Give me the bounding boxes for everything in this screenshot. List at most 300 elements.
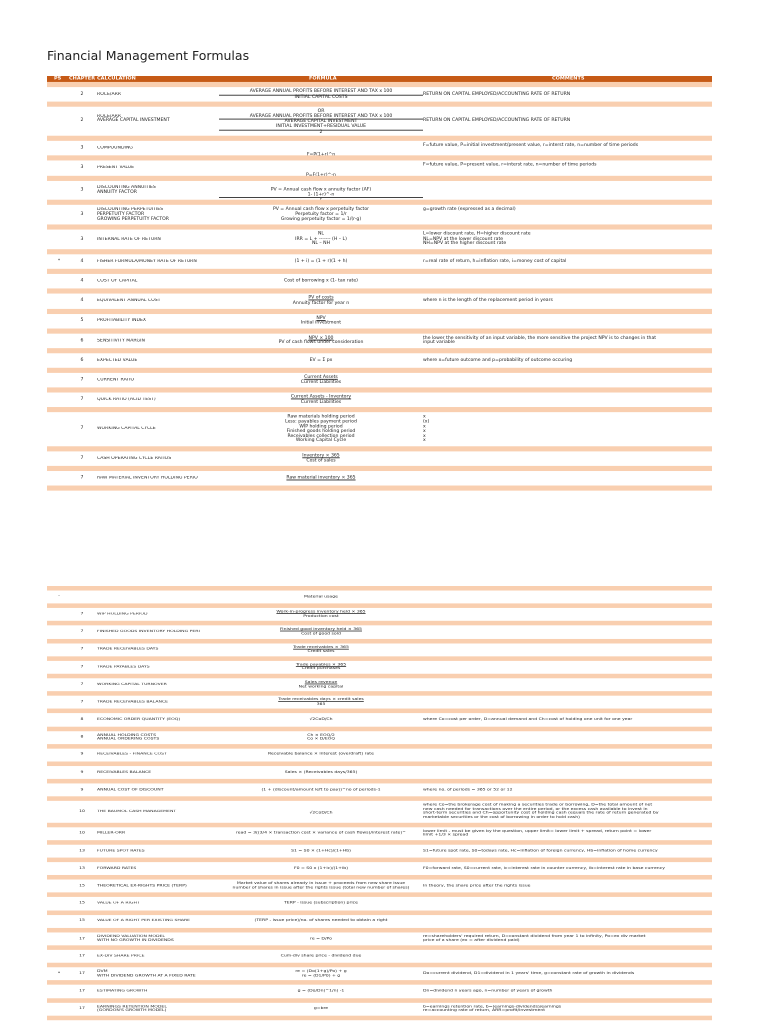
comments-line: where x=future outcome and p=probability of outcome occuring bbox=[423, 358, 573, 363]
comments-line: where Co=the brokerage cost of making a securities trade or borrowing, D=the total amount of net bbox=[423, 803, 653, 808]
comments-line: F=future value, P=initial investment/present value, r=interst rate, n=number of time periods bbox=[423, 143, 639, 148]
formula-row bbox=[47, 713, 712, 726]
chapter-number: 3 bbox=[80, 165, 84, 170]
formula-row bbox=[47, 87, 712, 102]
formula bbox=[219, 698, 423, 706]
calculation-name bbox=[97, 630, 229, 634]
calculation-name-line: FORWARD RATES bbox=[97, 866, 137, 871]
formula bbox=[219, 681, 423, 689]
formula-row bbox=[47, 254, 712, 269]
formula-line: (1 + (discount/amount left to pay))^no of periods-1 bbox=[261, 787, 381, 792]
calculation-name bbox=[97, 319, 229, 324]
formula bbox=[219, 788, 423, 792]
ps-marker: ' bbox=[58, 594, 60, 599]
comments bbox=[423, 259, 712, 264]
formula bbox=[219, 733, 423, 741]
formula-row bbox=[47, 413, 712, 447]
formula-line: Trade receivables days × credit sales bbox=[278, 698, 364, 702]
comments-line: limit +1/3 × spread bbox=[423, 833, 469, 838]
calculation-name-line: DVM bbox=[97, 969, 108, 974]
comments bbox=[423, 972, 712, 976]
chapter-number: 6 bbox=[80, 338, 84, 343]
chapter-number: 6 bbox=[80, 358, 84, 363]
header-formula: FORMULA bbox=[309, 76, 337, 82]
formula-row bbox=[47, 333, 712, 348]
formula bbox=[219, 316, 423, 326]
formula-line: re = D/Po bbox=[310, 936, 332, 941]
calculation-name-line: RECEIVABLES - FINANCE COST bbox=[97, 752, 167, 757]
comments bbox=[423, 232, 712, 246]
formula bbox=[219, 208, 423, 222]
formula-line: INITIAL CAPITAL COSTS bbox=[294, 95, 348, 100]
chapter-number: 4 bbox=[80, 259, 84, 264]
formula-line: Net working capital bbox=[298, 684, 344, 689]
formula-line: (1 + i) = (1 + r)(1 + h) bbox=[294, 259, 348, 264]
chapter-number: 17 bbox=[79, 971, 85, 976]
comments-line: re=shareholders' required return, D=constant dividend from year 1 to infinity, Po=ex div market bbox=[423, 934, 646, 939]
formula bbox=[219, 595, 423, 599]
comments-line: Do=current dividend, D1=dividend in 1 years' time, g=constant rate of growth in dividends bbox=[423, 971, 635, 976]
formula-line: re = (Do(1+g)/Po) + g bbox=[295, 969, 347, 974]
comments bbox=[423, 208, 712, 213]
chapter-number: 9 bbox=[80, 770, 84, 775]
calculation-name bbox=[97, 259, 229, 264]
comments bbox=[423, 415, 712, 444]
formula-line: Cum-div share price - dividend due bbox=[280, 954, 362, 959]
calculation-name bbox=[97, 753, 229, 757]
formula-row bbox=[47, 985, 712, 998]
formula-line: Sales × (Receivables days/365) bbox=[284, 770, 358, 775]
formula-row bbox=[47, 181, 712, 200]
formula-line: 2 bbox=[319, 130, 323, 135]
formula-line: Less: payables payment period bbox=[285, 419, 357, 425]
formula-line: Work-in-progress inventory held × 365 bbox=[276, 610, 366, 615]
calculation-name bbox=[97, 831, 229, 835]
calculation-name-line: RECEIVABLES BALANCE bbox=[97, 770, 152, 775]
calculation-name bbox=[97, 700, 229, 704]
formula bbox=[219, 109, 423, 135]
formula bbox=[219, 476, 423, 481]
comments bbox=[423, 718, 712, 722]
formula-line: S1 = S0 × (1+Hc)/(1+Hb) bbox=[291, 848, 351, 853]
calculation-name bbox=[97, 398, 229, 403]
formula-line: Credit sales bbox=[307, 649, 335, 654]
calculation-name bbox=[97, 810, 229, 814]
comments bbox=[423, 163, 712, 168]
formula-line: Trade receivables × 365 bbox=[293, 645, 349, 650]
calculation-name-line: DISCOUNTING PERPETUITIES bbox=[97, 207, 164, 212]
formula-line: 1- (1+r)^-n bbox=[219, 193, 423, 199]
formula-row bbox=[47, 915, 712, 928]
comments-line: L=lower discount rate, H=higher discount rate bbox=[423, 232, 531, 237]
formula-line: Sales revenue bbox=[304, 680, 338, 685]
formula-line: Trade payables × 365 bbox=[295, 662, 347, 667]
calculation-name bbox=[97, 186, 229, 196]
calculation-name-line: ANNUAL HOLDING COSTS bbox=[97, 733, 156, 737]
header-calculation: CALCULATION bbox=[97, 76, 136, 82]
calculation-name bbox=[97, 954, 229, 958]
formula-line: INITIAL INVESTMENT+RESIDUAL VALUE bbox=[219, 125, 423, 131]
chapter-number: 15 bbox=[79, 919, 85, 923]
chapter-number: 7 bbox=[80, 476, 84, 481]
comments-line: In theory, the share price after the rights issue bbox=[423, 884, 531, 888]
formula-row bbox=[47, 626, 712, 639]
comments-line: re=accounting rate of return, ARR=profit/investment bbox=[423, 1008, 546, 1013]
comments bbox=[423, 336, 712, 346]
chapter-number: 17 bbox=[79, 936, 85, 941]
calculation-name-line: EXPECTED VALUE bbox=[97, 358, 138, 363]
comments bbox=[423, 119, 712, 124]
calculation-name-line: EX-DIV SHARE PRICE bbox=[97, 954, 145, 959]
formula-line: WIP holding period bbox=[299, 424, 343, 429]
formula-row bbox=[47, 661, 712, 674]
formula bbox=[219, 770, 423, 774]
calculation-name-line: MILLER-ORR bbox=[97, 831, 126, 836]
formula bbox=[219, 663, 423, 671]
chapter-number: 17 bbox=[79, 989, 85, 994]
comments-line: the lower the sensitivity of an input variable, the more sensitive the project NPV is to changes in that bbox=[423, 335, 657, 341]
header-comments: COMMENTS bbox=[552, 76, 585, 82]
formula bbox=[219, 232, 423, 246]
comments-line: lower limit - must be given by the question, upper limit= lower limit + spread, return point = lower bbox=[423, 829, 652, 834]
comments-line: RETURN ON CAPITAL EMPLOYED/ACCOUNTING RATE OF RETURN bbox=[423, 92, 571, 97]
formula-line: Finished goods holding period bbox=[286, 429, 356, 434]
calculation-name-line: (GORDON'S GROWTH MODEL) bbox=[97, 1008, 167, 1013]
calculation-name-line: WITH NO GROWTH IN DIVIDENDS bbox=[97, 938, 174, 943]
formula bbox=[219, 296, 423, 306]
formula-line: TERP - issue (subscription) price bbox=[283, 901, 358, 906]
calculation-name bbox=[97, 338, 229, 343]
formula-row bbox=[47, 748, 712, 761]
formula-row bbox=[47, 932, 712, 945]
chapter-number: 3 bbox=[80, 145, 84, 151]
calculation-name-line: SENSITIVITY MARGIN bbox=[97, 338, 145, 343]
comments-line: price of a share (ex = after dividend paid) bbox=[423, 938, 520, 943]
comments-line: RETURN ON CAPITAL EMPLOYED/ACCOUNTING RATE OF RETURN bbox=[423, 118, 571, 124]
formula-row bbox=[47, 880, 712, 893]
formula-line: PV = Annual cash flow x perpetuity factor bbox=[272, 207, 370, 212]
formula bbox=[219, 989, 423, 993]
calculation-name-line: FISHER FORMULA/MONEY RATE OF RETURN bbox=[97, 259, 197, 264]
comments-line: F=future value, P=present value, r=interst rate, n=number of time periods bbox=[423, 163, 597, 168]
comments-line: input variable bbox=[423, 340, 455, 346]
formula bbox=[219, 753, 423, 757]
formula-line: Market value of shares already in issue + proceeds from new share issue bbox=[236, 881, 406, 886]
chapter-number: 4 bbox=[80, 298, 84, 304]
calculation-name-line: COST OF CAPITAL bbox=[97, 279, 138, 284]
formula-line: Production cost bbox=[303, 614, 339, 619]
formula-row bbox=[47, 801, 712, 822]
calculation-name bbox=[97, 92, 229, 97]
calculation-name-line: FINISHED GOODS INVENTORY HOLDING PERI bbox=[97, 630, 200, 634]
chapter-number: 7 bbox=[80, 682, 84, 687]
header-chapter: CHAPTER bbox=[69, 76, 96, 82]
formula-row bbox=[47, 766, 712, 779]
comments-line: x bbox=[423, 438, 426, 444]
chapter-number: 7 bbox=[80, 456, 84, 461]
comments-line: F0=forward rate, S0=current rate, ic=interest rate in counter currency, ib=interest rate in base currency bbox=[423, 866, 665, 871]
comments-line: x bbox=[423, 415, 426, 420]
formula-line: Initial investment bbox=[300, 320, 342, 326]
formula-line: 365 bbox=[316, 702, 326, 707]
comments-line: b=earnings retention rate, b=(earnings-dividends)/earnings bbox=[423, 1004, 562, 1009]
formula-line: read = 3((3/4 × transaction cost × variance of cash flows)/interest rate)^ bbox=[236, 831, 406, 836]
chapter-number: 8 bbox=[80, 735, 84, 740]
calculation-name bbox=[97, 989, 229, 993]
formula-line: Receivable balance × interest (overdraft) rate bbox=[268, 752, 374, 757]
formula bbox=[219, 645, 423, 653]
calculation-name-line: CURRENT RATIO bbox=[97, 377, 135, 383]
formula-line: AVERAGE ANNUAL PROFITS BEFORE INTEREST AND TAX x 100 bbox=[219, 114, 423, 120]
chapter-number: 10 bbox=[79, 831, 85, 836]
formula bbox=[219, 849, 423, 853]
formula-row bbox=[47, 107, 712, 136]
calculation-name bbox=[97, 208, 229, 222]
formula-row bbox=[47, 862, 712, 875]
comments bbox=[423, 989, 712, 993]
formula-line: Raw material inventory × 365 bbox=[286, 476, 356, 481]
calculation-name bbox=[97, 683, 229, 687]
comments-line: x bbox=[423, 424, 426, 429]
comments bbox=[423, 829, 712, 837]
formula-row bbox=[47, 967, 712, 980]
formula-line: PV = Annual cash flow x annuity factor (AF) bbox=[270, 187, 372, 193]
comments bbox=[423, 358, 712, 363]
formula-line: Cost of borrowing x (1- tax rate) bbox=[284, 279, 358, 284]
calculation-name-line: WIP HOLDING PERIOD bbox=[97, 612, 148, 617]
formula-line: IRR = L + ------- (H – L) bbox=[295, 237, 347, 242]
calculation-name-line: WORKING CAPITAL TURNOVER bbox=[97, 682, 167, 687]
row-separator bbox=[47, 486, 712, 491]
formula-line: g = (Do/Dn)^1/n) -1 bbox=[297, 989, 345, 994]
chapter-number: 5 bbox=[80, 318, 84, 323]
formula bbox=[219, 610, 423, 618]
calculation-name-line: QUICK RATIO (ACID TEST) bbox=[97, 397, 156, 402]
chapter-number: 9 bbox=[80, 787, 84, 792]
comments bbox=[423, 144, 712, 149]
calculation-name bbox=[97, 279, 229, 284]
comments bbox=[423, 803, 712, 820]
calculation-name bbox=[97, 648, 229, 652]
comments bbox=[423, 884, 712, 888]
chapter-number: 7 bbox=[80, 647, 84, 652]
formula bbox=[219, 395, 423, 405]
formula bbox=[219, 812, 423, 816]
formula-row bbox=[47, 678, 712, 691]
chapter-number: 7 bbox=[80, 612, 84, 617]
formula bbox=[219, 831, 423, 835]
formula bbox=[219, 628, 423, 636]
chapter-number: 7 bbox=[80, 665, 84, 669]
calculation-name-line: TRADE PAYABLES DAYS bbox=[97, 665, 150, 669]
formula-line: Finished good inventory held × 365 bbox=[280, 627, 362, 632]
chapter-number: 13 bbox=[79, 866, 85, 871]
chapter-number: 3 bbox=[80, 212, 84, 217]
formula-line: g=bre bbox=[313, 1006, 329, 1011]
formula bbox=[219, 970, 423, 978]
formula-row bbox=[47, 608, 712, 621]
calculation-name-line: AVERAGE CAPITAL INVESTMENT bbox=[97, 118, 170, 124]
formula-line: Current Liabilities bbox=[300, 400, 342, 405]
formula bbox=[219, 336, 423, 346]
formula-line: OR bbox=[317, 109, 325, 114]
comments bbox=[423, 849, 712, 853]
calculation-name bbox=[97, 867, 229, 871]
formula-row bbox=[47, 591, 712, 604]
calculation-name-line: VALUE OF A RIGHT bbox=[97, 901, 140, 906]
calculation-name bbox=[97, 166, 229, 171]
formula-row bbox=[47, 205, 712, 224]
formula-line: (TERP - issue price)/no. of shares needed to obtain a right bbox=[254, 919, 388, 923]
calculation-name-line: CASH OPERATING CYCLE RATIOS bbox=[97, 456, 172, 461]
chapter-number: 17 bbox=[79, 1006, 85, 1011]
formula bbox=[219, 279, 423, 284]
chapter-number: 2 bbox=[80, 92, 84, 97]
formula bbox=[219, 415, 423, 444]
formula-row bbox=[47, 294, 712, 309]
formula-line: √2CoD/Ch bbox=[309, 811, 333, 816]
chapter-number: 10 bbox=[79, 809, 85, 814]
calculation-name bbox=[97, 299, 229, 304]
formula bbox=[219, 882, 423, 890]
calculation-name-line: GROWING PERPETUITY FACTOR bbox=[97, 217, 169, 222]
calculation-name bbox=[97, 935, 229, 943]
formula-row bbox=[47, 643, 712, 656]
comments-line: (x) bbox=[423, 419, 430, 425]
page-title: Financial Management Formulas bbox=[47, 48, 250, 63]
calculation-name bbox=[97, 237, 229, 242]
calculation-name-line: DISCOUNTING ANNUITIES bbox=[97, 185, 156, 190]
comments bbox=[423, 1005, 712, 1013]
calculation-name-line: ROCE/ARR bbox=[97, 114, 121, 119]
chapter-number: 13 bbox=[79, 848, 85, 853]
formula-line: Receivables collection period bbox=[287, 434, 355, 439]
chapter-number: 9 bbox=[80, 752, 84, 757]
comments-line: where n is the length of the replacement period in years bbox=[423, 298, 553, 304]
comments bbox=[423, 92, 712, 97]
calculation-name-line: ECONOMIC ORDER QUANTITY (EOQ) bbox=[97, 717, 181, 722]
calculation-name bbox=[97, 612, 229, 616]
calculation-name-line: INTERNAL RATE OF RETURN bbox=[97, 237, 161, 242]
calculation-name-line: RAW MATERIAL INVENTORY HOLDING PERIO bbox=[97, 476, 198, 481]
calculation-name-line: WORKING CAPITAL CYCLE bbox=[97, 427, 156, 432]
row-separator bbox=[47, 1015, 712, 1020]
comments bbox=[423, 299, 712, 304]
calculation-name-line: COMPOUNDING bbox=[97, 145, 133, 151]
formula-line: Inventory × 365 bbox=[302, 453, 340, 459]
calculation-name-line: FUTURE SPOT RATES bbox=[97, 848, 145, 853]
formula bbox=[219, 902, 423, 906]
formula-line: Co × D/EOQ bbox=[306, 737, 335, 742]
formula bbox=[219, 90, 423, 100]
chapter-number: 7 bbox=[80, 377, 84, 383]
calculation-name-line: TRADE RECEIVABLES BALANCE bbox=[97, 700, 169, 704]
formula-line: EV = Σ px bbox=[309, 358, 333, 363]
formula-row bbox=[47, 161, 712, 176]
formula bbox=[219, 358, 423, 363]
formula-line: NPV bbox=[316, 316, 326, 321]
comments-line: marketable securities or the cost of borrowing in order to hold cash) bbox=[423, 815, 580, 820]
formula-page-2 bbox=[47, 586, 712, 1020]
comments-line: where Co=cost per order, D=annual demand and Ch=cost of holding one unit for one year bbox=[423, 717, 633, 722]
comments-line: short-term securities and Ch=opportunity cost of holding cash (equals the rate of return generated by bbox=[423, 811, 659, 816]
formula-line: Ch × EOQ/2 bbox=[307, 733, 335, 737]
formula-line: PV of cash flows under consideration bbox=[278, 340, 364, 346]
calculation-name bbox=[97, 849, 229, 853]
calculation-name-line: VALUE OF A RIGHT PER EXISTING SHARE bbox=[97, 919, 191, 923]
formula-row bbox=[47, 950, 712, 963]
formula-row bbox=[47, 274, 712, 289]
calculation-name-line: THEORETICAL EX-RIGHTS PRICE (TERP) bbox=[97, 884, 187, 888]
comments-line: g=growth rate (expressed as a decimal) bbox=[423, 207, 516, 212]
chapter-number: 7 bbox=[80, 630, 84, 634]
calculation-name bbox=[97, 378, 229, 383]
formula-line: NPV × 100 bbox=[308, 335, 334, 341]
formula bbox=[219, 376, 423, 386]
calculation-name-line: PERPETUITY FACTOR bbox=[97, 212, 145, 217]
calculation-name bbox=[97, 770, 229, 774]
comments-line: new cash needed for transactions over the entire period, or the excess cash available to invest in bbox=[423, 807, 648, 812]
formula bbox=[219, 937, 423, 941]
formula-row bbox=[47, 141, 712, 156]
comments bbox=[423, 788, 712, 792]
calculation-name-line: ROCE/ARR bbox=[97, 92, 121, 97]
calculation-name bbox=[97, 884, 229, 888]
formula bbox=[219, 867, 423, 871]
formula bbox=[219, 919, 423, 923]
comments-line: r=real rate of return, h=inflation rate, i=money cost of capital bbox=[423, 259, 567, 264]
calculation-name bbox=[97, 919, 229, 923]
calculation-name-line: EARNINGS RETENTION MODEL bbox=[97, 1004, 167, 1009]
formula-line: Current Liabilities bbox=[300, 380, 342, 385]
comments-line: NL=NPV at the lower discount rate bbox=[423, 237, 504, 242]
formula-row bbox=[47, 827, 712, 840]
formula-row bbox=[47, 471, 712, 486]
comments-line: x bbox=[423, 434, 426, 439]
formula-line: re = (D1/P0) + g bbox=[301, 973, 341, 978]
formula-line: Current Assets bbox=[304, 375, 338, 380]
calculation-name-line: ANNUAL COST OF DISCOUNT bbox=[97, 787, 164, 792]
chapter-number: 3 bbox=[80, 187, 84, 193]
calculation-name-line: TRADE RECEIVABLES DAYS bbox=[97, 647, 159, 652]
formula-line: Annuity factor for year n bbox=[292, 301, 350, 306]
calculation-name bbox=[97, 1005, 229, 1013]
ps-marker: * bbox=[57, 971, 61, 976]
header-ps: PS bbox=[54, 76, 62, 82]
formula-line: NL – NH bbox=[311, 241, 331, 247]
chapter-number: 7 bbox=[80, 397, 84, 402]
formula-line: Working Capital Cycle bbox=[295, 438, 347, 444]
calculation-name bbox=[97, 476, 229, 481]
calculation-name bbox=[97, 902, 229, 906]
formula bbox=[219, 718, 423, 722]
calculation-name bbox=[97, 970, 229, 978]
calculation-name-line: ANNUAL ORDERING COSTS bbox=[97, 737, 160, 742]
calculation-name bbox=[97, 788, 229, 792]
ps-marker: * bbox=[57, 259, 61, 264]
calculation-name-line: ESTIMATING GROWTH bbox=[97, 989, 148, 994]
formula-line: Current Assets - Inventory bbox=[290, 395, 352, 400]
calculation-name-line: THE BAUMOL CASH MANAGEMENT bbox=[97, 809, 177, 814]
chapter-number: 7 bbox=[80, 700, 84, 704]
formula-row bbox=[47, 373, 712, 388]
formula-row bbox=[47, 393, 712, 408]
formula-row bbox=[47, 314, 712, 329]
formula-line: Growing perpetuity factor = 1/(r-g) bbox=[280, 217, 362, 222]
chapter-number: 15 bbox=[79, 884, 85, 888]
formula-line: Raw materials holding period bbox=[287, 415, 355, 420]
formula-row bbox=[47, 731, 712, 744]
